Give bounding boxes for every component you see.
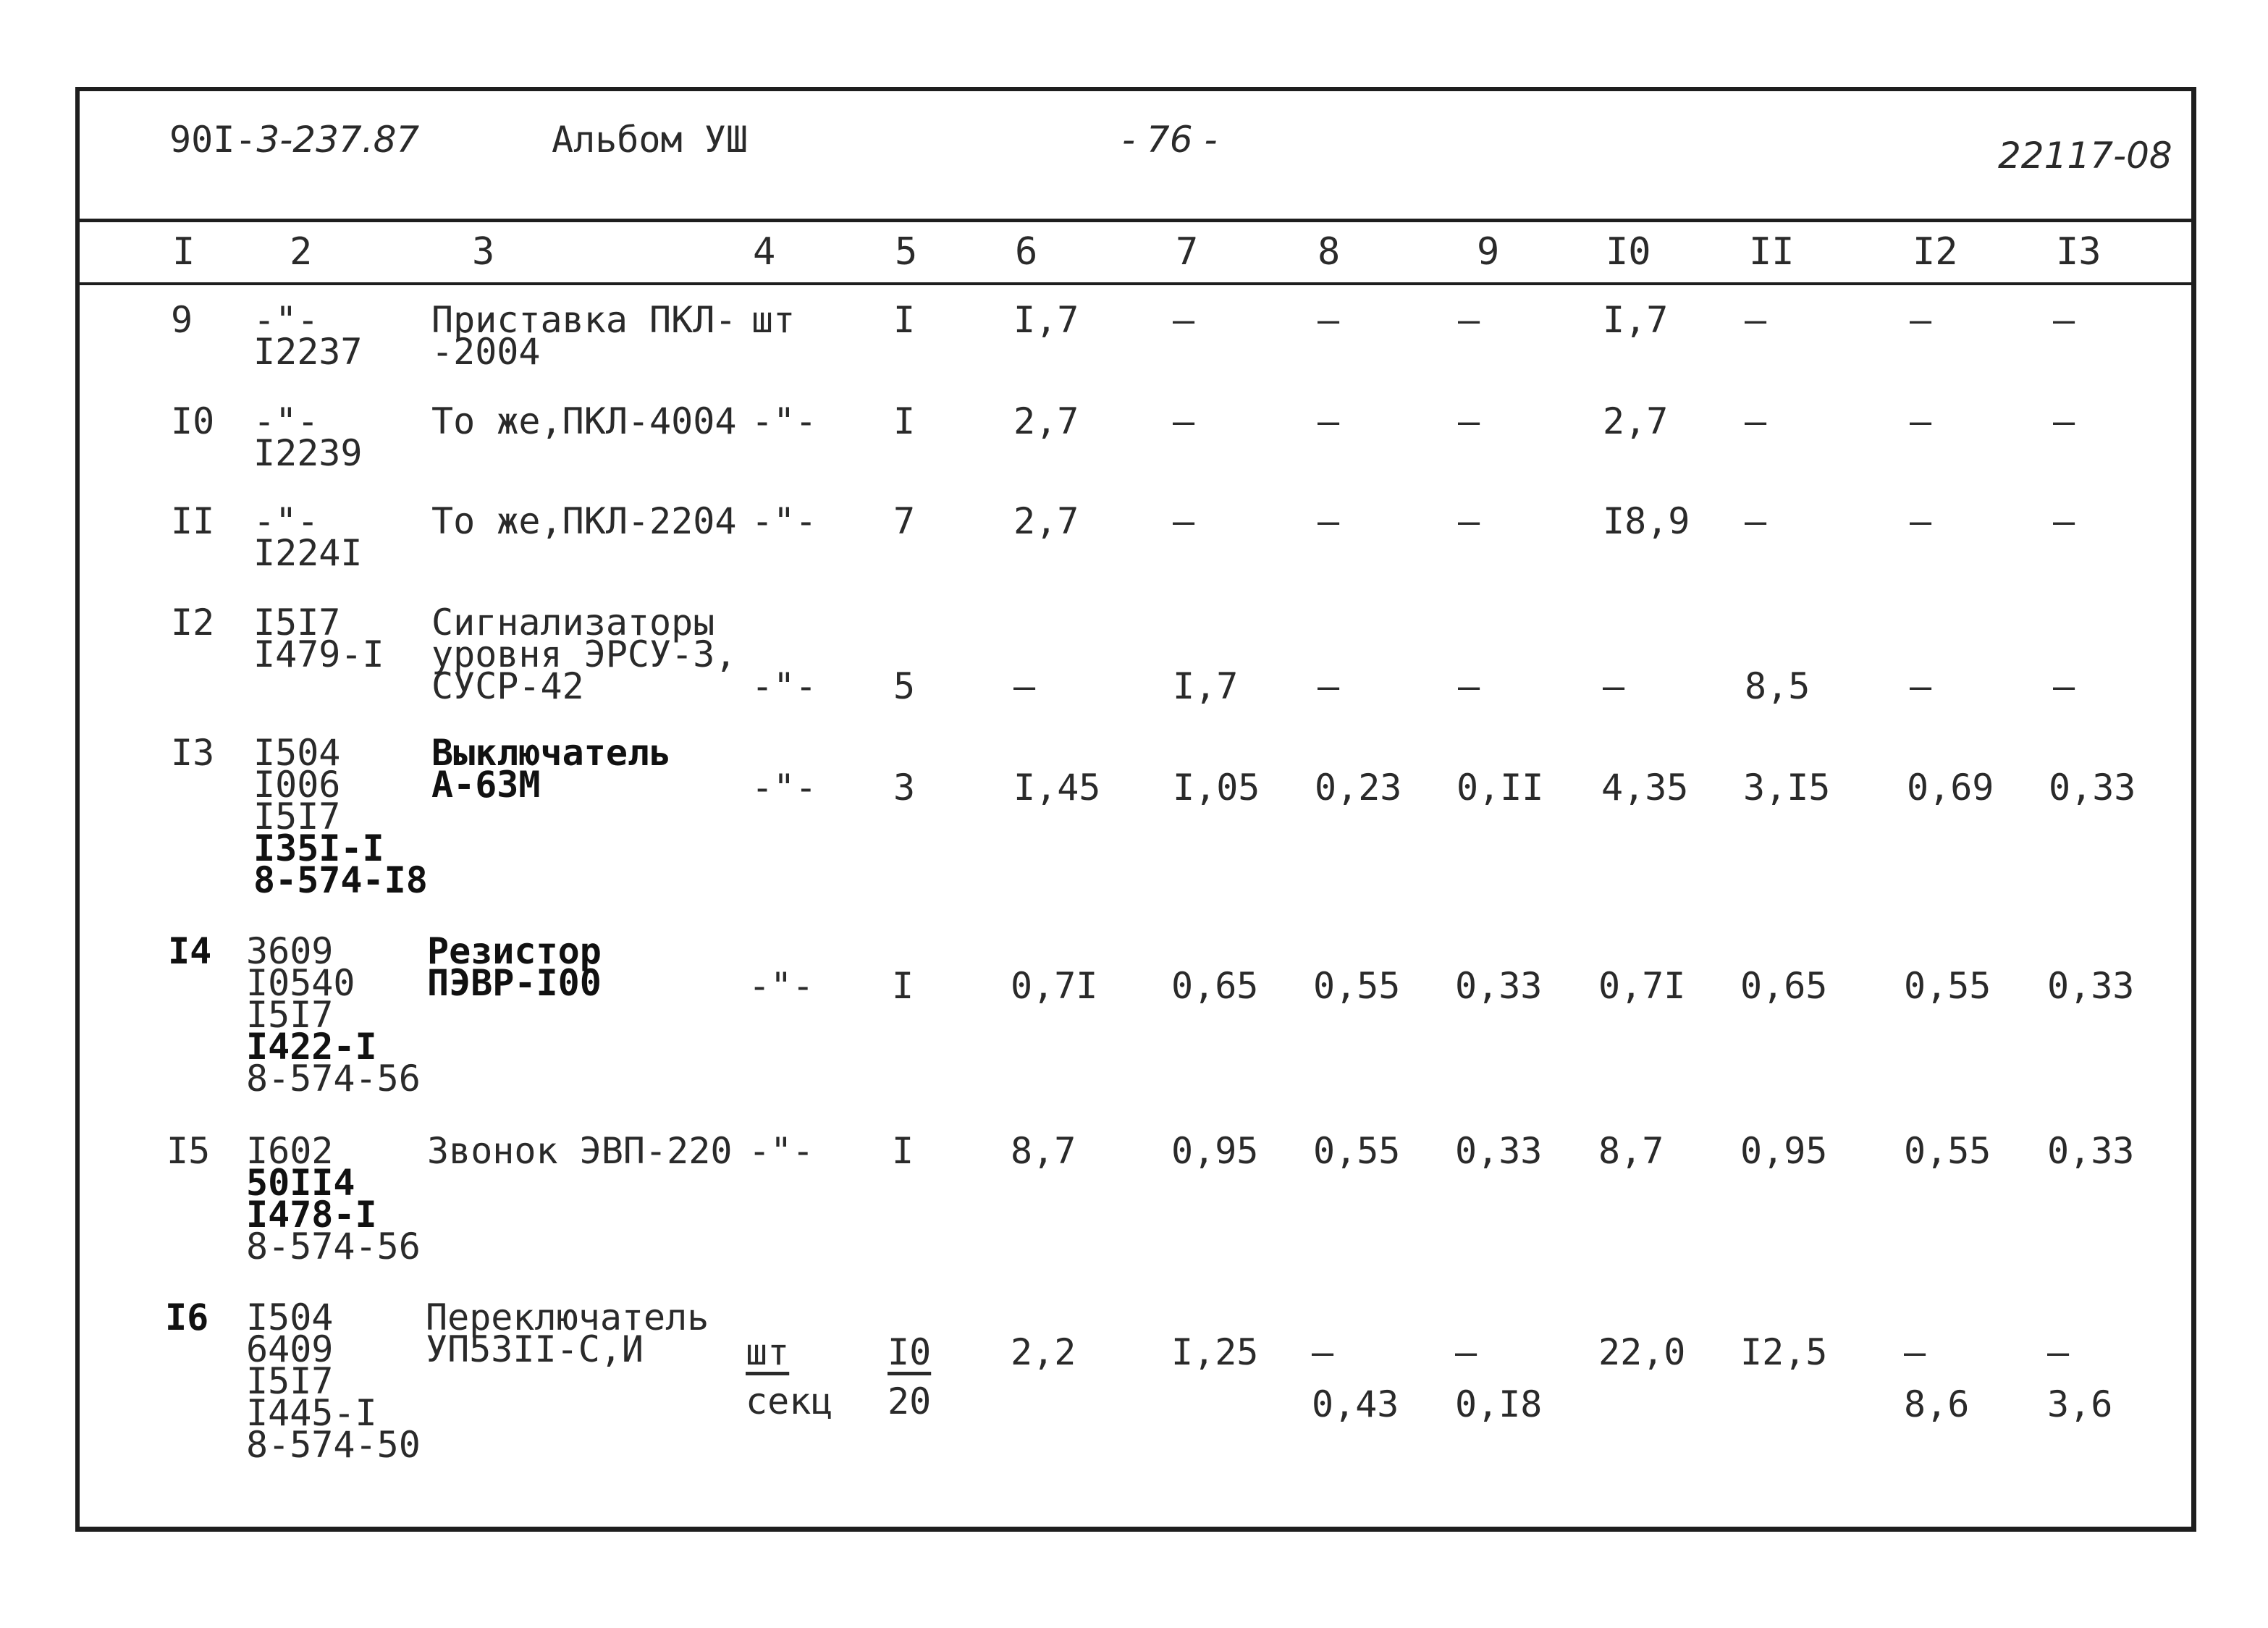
code-line: I602 xyxy=(246,1130,334,1172)
value-col6: I,45 xyxy=(1013,767,1101,809)
column-header: 5 xyxy=(895,230,918,274)
column-header: 6 xyxy=(1015,230,1038,274)
unit: шт xyxy=(751,299,796,341)
code-line: 8-574-50 xyxy=(246,1424,421,1466)
item-name-line: ПЭВР-I00 xyxy=(427,962,602,1004)
value-col7: 0,65 xyxy=(1171,965,1259,1007)
code-line: I478-I xyxy=(246,1194,377,1236)
document-frame xyxy=(75,87,2196,1532)
code-line: -"- xyxy=(253,500,319,542)
value-col13-secondary: 3,6 xyxy=(2047,1383,2113,1425)
value-col12: – xyxy=(1910,665,1932,707)
value-col6: 2,7 xyxy=(1013,400,1079,442)
value-col12: – xyxy=(1910,500,1932,542)
archive-stamp: 22117-08 xyxy=(1998,135,2172,177)
value-col10: 4,35 xyxy=(1601,767,1689,809)
item-name-line: Выключатель xyxy=(431,732,672,774)
value-col11: 8,5 xyxy=(1745,665,1810,707)
row-number: I5 xyxy=(166,1130,211,1172)
value-col12: – xyxy=(1910,400,1932,442)
code-line: I445-I xyxy=(246,1392,377,1434)
value-col13: – xyxy=(2053,500,2075,542)
code-line: I2237 xyxy=(253,331,363,373)
value-col6: 8,7 xyxy=(1011,1130,1076,1172)
code-line: I5I7 xyxy=(253,796,341,838)
value-col8: 0,55 xyxy=(1313,1130,1401,1172)
value-col9: – xyxy=(1458,665,1480,707)
row-number: II xyxy=(171,500,215,542)
value-col13: – xyxy=(2047,1331,2070,1373)
document-code-printed: 90I- xyxy=(169,119,257,161)
value-col12: 0,55 xyxy=(1904,965,1991,1007)
code-line: I479-I xyxy=(253,633,384,675)
row-number: I6 xyxy=(165,1296,209,1338)
value-col10: 2,7 xyxy=(1603,400,1669,442)
value-col10: I8,9 xyxy=(1603,500,1690,542)
unit: -"- xyxy=(751,767,817,809)
column-header: I3 xyxy=(2056,230,2102,274)
value-col6: 2,2 xyxy=(1011,1331,1076,1373)
column-header: 7 xyxy=(1176,230,1199,274)
value-col9: 0,33 xyxy=(1455,965,1543,1007)
quantity: 3 xyxy=(893,767,916,809)
value-col12: 0,55 xyxy=(1904,1130,1991,1172)
value-col6: 0,7I xyxy=(1011,965,1098,1007)
value-col13: – xyxy=(2053,400,2075,442)
value-col8: 0,23 xyxy=(1315,767,1402,809)
value-col11: – xyxy=(1745,299,1767,341)
quantity-secondary: 20 xyxy=(888,1380,932,1422)
value-col8-secondary: 0,43 xyxy=(1312,1383,1399,1425)
value-col13: 0,33 xyxy=(2047,965,2135,1007)
item-name-line: СУСР-42 xyxy=(431,665,584,707)
quantity: 5 xyxy=(893,665,916,707)
document-code xyxy=(169,119,419,161)
row-number: I0 xyxy=(171,400,215,442)
value-col11: 3,I5 xyxy=(1743,767,1831,809)
value-col8: – xyxy=(1312,1331,1334,1373)
value-col11: – xyxy=(1745,400,1767,442)
value-col8: – xyxy=(1318,665,1340,707)
value-col12-secondary: 8,6 xyxy=(1904,1383,1970,1425)
quantity: I xyxy=(893,400,916,442)
quantity: I0 xyxy=(888,1331,932,1373)
value-col9: – xyxy=(1458,299,1480,341)
value-col6: I,7 xyxy=(1013,299,1079,341)
value-col10: 8,7 xyxy=(1598,1130,1664,1172)
value-col9: 0,II xyxy=(1457,767,1544,809)
row-number: 9 xyxy=(171,299,193,341)
column-header: 8 xyxy=(1318,230,1341,274)
value-col7: – xyxy=(1173,299,1195,341)
value-col9: 0,33 xyxy=(1455,1130,1543,1172)
value-col9: – xyxy=(1458,400,1480,442)
code-line: I5I7 xyxy=(246,994,334,1036)
value-col9: – xyxy=(1458,500,1480,542)
item-name-line: Резистор xyxy=(427,930,602,972)
code-line: 8-574-56 xyxy=(246,1058,421,1100)
code-line: 6409 xyxy=(246,1328,334,1370)
unit: шт xyxy=(746,1331,790,1373)
value-col8: 0,55 xyxy=(1313,965,1401,1007)
code-line: I422-I xyxy=(246,1026,377,1068)
code-line: 3609 xyxy=(246,930,334,972)
item-name-line: уровня ЭРСУ-3, xyxy=(431,633,737,675)
column-header: I2 xyxy=(1913,230,1958,274)
value-col7: I,25 xyxy=(1171,1331,1259,1373)
quantity: I xyxy=(893,299,916,341)
row-number: I3 xyxy=(171,732,215,774)
code-line: -"- xyxy=(253,400,319,442)
code-line: I224I xyxy=(253,532,363,574)
code-line: I5I7 xyxy=(246,1360,334,1402)
album-label: Альбом УШ xyxy=(552,119,748,161)
value-col10: – xyxy=(1603,665,1625,707)
column-header: 2 xyxy=(290,230,313,274)
item-name-line: Звонок ЭВП-220 xyxy=(427,1130,733,1172)
column-header: I0 xyxy=(1606,230,1651,274)
code-line: I504 xyxy=(246,1296,334,1338)
column-header: I xyxy=(172,230,195,274)
value-col11: 0,95 xyxy=(1740,1130,1828,1172)
unit-secondary: секц xyxy=(746,1380,833,1422)
value-col12: – xyxy=(1910,299,1932,341)
value-col11: I2,5 xyxy=(1740,1331,1828,1373)
value-col6: 2,7 xyxy=(1013,500,1079,542)
value-col11: 0,65 xyxy=(1740,965,1828,1007)
value-col7: – xyxy=(1173,400,1195,442)
item-name-line: То же,ПКЛ-4004 xyxy=(431,400,737,442)
quantity: I xyxy=(892,1130,914,1172)
value-col9: – xyxy=(1455,1331,1477,1373)
value-col9-secondary: 0,I8 xyxy=(1455,1383,1543,1425)
quantity: I xyxy=(892,965,914,1007)
item-name-line: То же,ПКЛ-2204 xyxy=(431,500,737,542)
value-col13: – xyxy=(2053,665,2075,707)
value-col12: 0,69 xyxy=(1907,767,1994,809)
item-name-line: А-63М xyxy=(431,764,541,806)
table-top-rule xyxy=(80,219,2196,222)
code-line: I504 xyxy=(253,732,341,774)
value-col13: 0,33 xyxy=(2047,1130,2135,1172)
value-col12: – xyxy=(1904,1331,1926,1373)
value-col8: – xyxy=(1318,299,1340,341)
code-line: I2239 xyxy=(253,432,363,474)
table-header-rule xyxy=(80,282,2196,285)
unit: -"- xyxy=(751,500,817,542)
code-line: 8-574-56 xyxy=(246,1226,421,1268)
item-name-line: Приставка ПКЛ- xyxy=(431,299,737,341)
code-line: I006 xyxy=(253,764,341,806)
column-header: 9 xyxy=(1477,230,1500,274)
value-col7: I,7 xyxy=(1173,665,1239,707)
item-name-line: Сигнализаторы xyxy=(431,602,715,644)
item-name-line: -2004 xyxy=(431,331,541,373)
code-line: -"- xyxy=(253,299,319,341)
value-col7: I,05 xyxy=(1173,767,1260,809)
column-header: 4 xyxy=(753,230,776,274)
value-col8: – xyxy=(1318,400,1340,442)
column-header: 3 xyxy=(472,230,495,274)
value-col11: – xyxy=(1745,500,1767,542)
value-col10: 0,7I xyxy=(1598,965,1686,1007)
code-line: 50II4 xyxy=(246,1162,355,1204)
value-col13: 0,33 xyxy=(2049,767,2136,809)
value-col10: I,7 xyxy=(1603,299,1669,341)
code-line: I35I-I xyxy=(253,827,384,869)
column-header: II xyxy=(1749,230,1795,274)
quantity: 7 xyxy=(893,500,916,542)
unit: -"- xyxy=(751,665,817,707)
unit: -"- xyxy=(749,1130,814,1172)
page-number: - 76 - xyxy=(1122,119,1218,161)
value-col13: – xyxy=(2053,299,2075,341)
document-code-handwritten: 3-237.87 xyxy=(256,119,420,161)
value-col6: – xyxy=(1013,665,1036,707)
value-col10: 22,0 xyxy=(1598,1331,1686,1373)
row-number: I2 xyxy=(171,602,215,644)
unit: -"- xyxy=(751,400,817,442)
item-name-line: Переключатель xyxy=(426,1296,709,1338)
code-line: I0540 xyxy=(246,962,355,1004)
code-line: I5I7 xyxy=(253,602,341,644)
value-col7: 0,95 xyxy=(1171,1130,1259,1172)
row-number: I4 xyxy=(168,930,212,972)
item-name-line: УП53II-С,И xyxy=(426,1328,644,1370)
unit: -"- xyxy=(749,965,814,1007)
value-col7: – xyxy=(1173,500,1195,542)
code-line: 8-574-I8 xyxy=(253,859,428,901)
value-col8: – xyxy=(1318,500,1340,542)
